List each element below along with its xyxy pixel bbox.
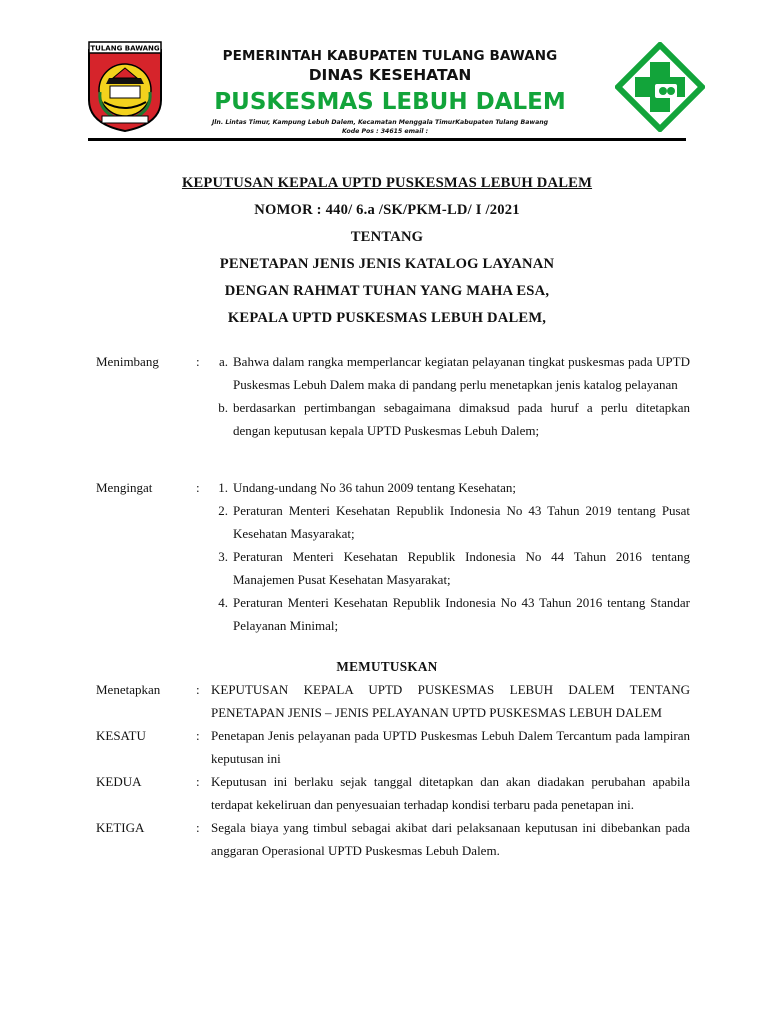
- postcode-email: Kode Pos : 34615 email :: [342, 128, 429, 135]
- list-item: 4. Peraturan Menteri Kesehatan Republik Indonesia No 43 Tahun 2016 tentang Standar Pelayanan Minimal;: [96, 591, 690, 637]
- list-item: Mengingat : 1. Undang-undang No 36 tahun 2009 tentang Kesehatan;: [96, 476, 690, 499]
- decision-text: KEPUTUSAN KEPALA UPTD PUSKESMAS LEBUH DALEM TENTANG PENETAPAN JENIS – JENIS PELAYANAN UPTD PUSKESMAS LEBUH DALEM: [211, 682, 690, 720]
- section-label: Menimbang: [96, 354, 159, 369]
- decree-issuer: KEPALA UPTD PUSKESMAS LEBUH DALEM,: [227, 310, 547, 326]
- decision-label: KESATU: [96, 728, 146, 743]
- decree-number: NOMOR : 440/ 6.a /SK/PKM-LD/ I /2021: [254, 202, 520, 218]
- decision-text: Penetapan Jenis pelayanan pada UPTD Puskesmas Lebuh Dalem Tercantum pada lampiran keputusan ini: [211, 728, 690, 766]
- list-item: 3. Peraturan Menteri Kesehatan Republik Indonesia No 44 Tahun 2016 tentang Manajemen Pusat Kesehatan Masyarakat;: [96, 545, 690, 591]
- menimbang-section: [96, 350, 690, 442]
- decree-about: TENTANG: [350, 229, 424, 245]
- decision-section: [96, 678, 690, 862]
- mengingat-section: [96, 476, 690, 637]
- decision-text: Segala biaya yang timbul sebagai akibat dari pelaksanaan keputusan ini dibebankan pada anggaran Operasional UPTD Puskesmas Lebuh Dalem.: [211, 820, 690, 858]
- decision-label: KETIGA: [96, 820, 145, 835]
- decision-row: KETIGA : Segala biaya yang timbul sebagai akibat dari pelaksanaan keputusan ini dibebankan pada anggaran Operasional UPTD Puskesmas Lebuh Dalem.: [96, 816, 690, 862]
- decree-title-block: [88, 170, 686, 332]
- decree-subject: PENETAPAN JENIS JENIS KATALOG LAYANAN: [219, 256, 555, 272]
- decision-label: KEDUA: [96, 774, 142, 789]
- section-label: Mengingat: [96, 480, 153, 495]
- list-item-text: Peraturan Menteri Kesehatan Republik Indonesia No 44 Tahun 2016 tentang Manajemen Pusat Kesehatan Masyarakat;: [233, 549, 690, 587]
- address: Jln. Lintas Timur, Kampung Lebuh Dalem, Kecamatan Menggala TimurKabupaten Tulang Bawang: [212, 119, 549, 126]
- regency-emblem: [86, 40, 164, 132]
- decree-invocation: DENGAN RAHMAT TUHAN YANG MAHA ESA,: [224, 283, 550, 299]
- decision-row: KESATU : Penetapan Jenis pelayanan pada UPTD Puskesmas Lebuh Dalem Tercantum pada lampiran keputusan ini: [96, 724, 690, 770]
- puskesmas-name: PUSKESMAS LEBUH DALEM: [214, 89, 566, 115]
- list-item-text: Undang-undang No 36 tahun 2009 tentang Kesehatan;: [233, 480, 517, 495]
- letterhead: [170, 47, 610, 136]
- agency-name: DINAS KESEHATAN: [308, 66, 472, 84]
- government-name: PEMERINTAH KABUPATEN TULANG BAWANG: [222, 48, 558, 64]
- list-item-text: Bahwa dalam rangka memperlancar kegiatan pelayanan tingkat puskesmas pada UPTD Puskesmas Lebuh Dalem maka di pandang perlu menetapkan jenis katalog pelayanan: [233, 354, 690, 392]
- list-item: b. berdasarkan pertimbangan sebagaimana dimaksud pada huruf a perlu ditetapkan dengan keputusan kepala UPTD Puskesmas Lebuh Dalem;: [96, 396, 690, 442]
- list-item: Menimbang : a. Bahwa dalam rangka memperlancar kegiatan pelayanan tingkat puskesmas pada UPTD Puskesmas Lebuh Dalem maka di pandang perlu menetapkan jenis katalog pelayanan: [96, 350, 690, 396]
- puskesmas-logo: [615, 42, 705, 132]
- decision-row: Menetapkan : KEPUTUSAN KEPALA UPTD PUSKESMAS LEBUH DALEM TENTANG PENETAPAN JENIS – JENIS PELAYANAN UPTD PUSKESMAS LEBUH DALEM: [96, 678, 690, 724]
- list-item: 2. Peraturan Menteri Kesehatan Republik Indonesia No 43 Tahun 2019 tentang Pusat Kesehatan Masyarakat;: [96, 499, 690, 545]
- memutuskan-heading: MEMUTUSKAN: [336, 659, 438, 674]
- list-item-text: berdasarkan pertimbangan sebagaimana dimaksud pada huruf a perlu ditetapkan dengan keputusan kepala UPTD Puskesmas Lebuh Dalem;: [233, 400, 690, 438]
- emblem-caption: TULANG BAWANG: [90, 44, 160, 53]
- decree-heading: KEPUTUSAN KEPALA UPTD PUSKESMAS LEBUH DALEM: [181, 175, 593, 191]
- letterhead-divider: [88, 138, 686, 141]
- list-item-text: Peraturan Menteri Kesehatan Republik Indonesia No 43 Tahun 2016 tentang Standar Pelayanan Minimal;: [233, 595, 690, 633]
- decision-label: Menetapkan: [96, 682, 161, 697]
- decision-row: KEDUA : Keputusan ini berlaku sejak tanggal ditetapkan dan akan diadakan perubahan apabila terdapat kekeliruan dan penyesuaian terhadap kondisi terbaru pada penetapan ini.: [96, 770, 690, 816]
- list-item-text: Peraturan Menteri Kesehatan Republik Indonesia No 43 Tahun 2019 tentang Pusat Kesehatan Masyarakat;: [233, 503, 690, 541]
- decision-text: Keputusan ini berlaku sejak tanggal ditetapkan dan akan diadakan perubahan apabila terdapat kekeliruan dan penyesuaian terhadap kondisi terbaru pada penetapan ini.: [211, 774, 690, 812]
